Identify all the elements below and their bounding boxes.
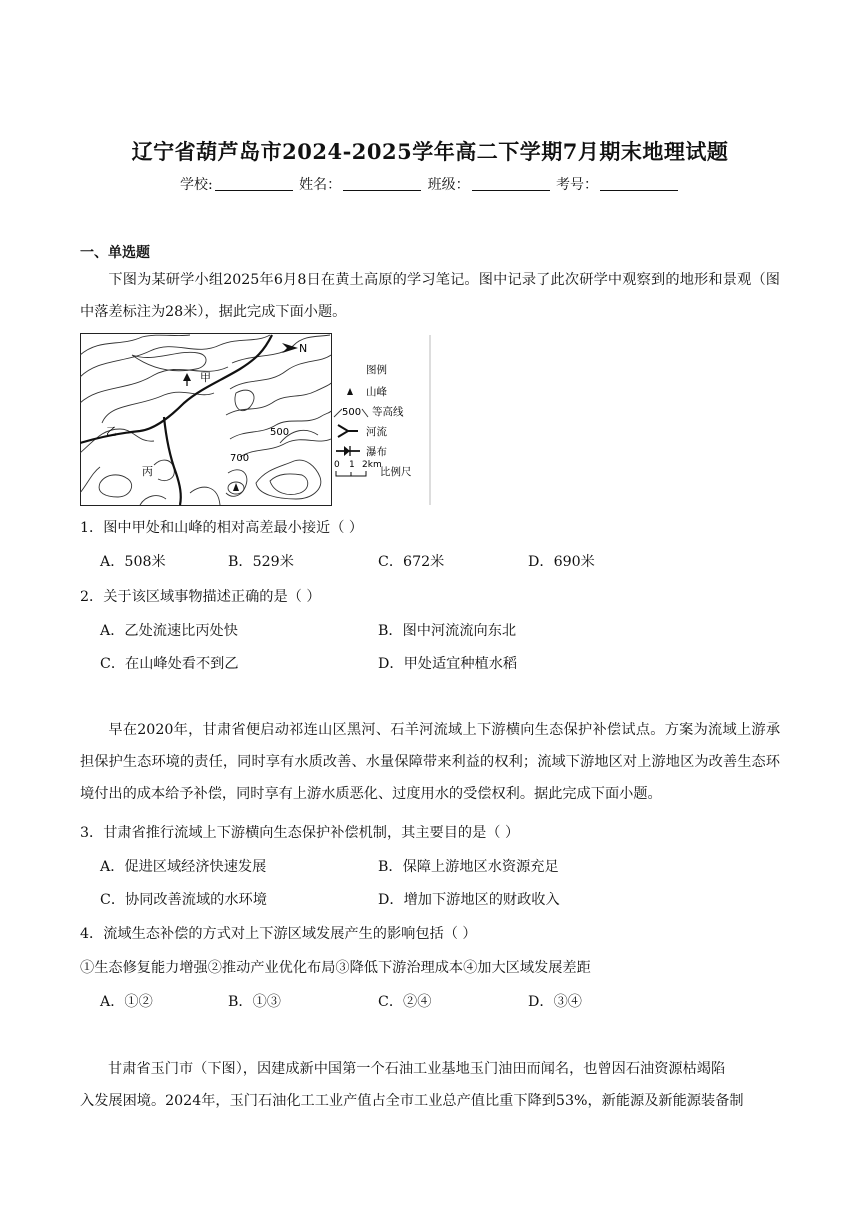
name-label: 姓名：	[299, 177, 342, 193]
scale-tick-1: 1	[349, 460, 355, 470]
exam-title: 辽宁省葫芦岛市2024-2025学年高二下学期7月期末地理试题	[131, 139, 729, 164]
map-legend	[334, 363, 412, 478]
legend-contour: 等高线	[372, 406, 404, 418]
q3-option-a[interactable]: A．促进区域经济快速发展	[100, 859, 267, 875]
scale-tick-2: 2km	[362, 460, 382, 470]
q4-option-b[interactable]: B．①③	[228, 994, 281, 1010]
q3-option-b[interactable]: B．保障上游地区水资源充足	[378, 859, 559, 875]
q1-option-b[interactable]: B．529米	[228, 554, 294, 570]
q4-option-c[interactable]: C．②④	[378, 994, 432, 1010]
north-label: N	[299, 342, 308, 355]
question-3-stem: 3．甘肃省推行流域上下游横向生态保护补偿机制，其主要目的是（ ）	[80, 825, 520, 841]
q4-option-d[interactable]: D．③④	[528, 994, 582, 1010]
q2-option-d[interactable]: D．甲处适宜种植水稻	[378, 656, 518, 672]
passage-3-line-1: 甘肃省玉门市（下图），因建成新中国第一个石油工业基地玉门油田而闻名，也曾因石油资源枯竭陷	[108, 1061, 726, 1077]
legend-peak-icon	[347, 388, 353, 395]
q3-option-c[interactable]: C．协同改善流域的水环境	[100, 892, 267, 908]
label-jia: 甲	[200, 371, 211, 384]
q2-option-c[interactable]: C．在山峰处看不到乙	[100, 656, 239, 672]
name-blank[interactable]	[343, 190, 421, 191]
legend-waterfall: 瀑布	[366, 446, 387, 458]
student-info-line	[0, 174, 860, 194]
school-label: 学校:	[179, 177, 213, 193]
legend-scale: 比例尺	[380, 466, 412, 478]
q2-option-a[interactable]: A．乙处流速比丙处快	[100, 623, 238, 639]
scale-bar	[336, 471, 366, 476]
q1-option-d[interactable]: D．690米	[528, 554, 595, 570]
legend-waterfall-icon	[344, 446, 350, 456]
q3-option-d[interactable]: D．增加下游地区的财政收入	[378, 892, 560, 908]
exam-number-blank[interactable]	[600, 190, 678, 191]
q1-option-a[interactable]: A．508米	[100, 554, 166, 570]
legend-contour-value: 500	[342, 407, 362, 418]
legend-river-icon	[338, 425, 348, 437]
section-heading: 一、单选题	[80, 245, 150, 261]
question-2-stem: 2．关于该区域事物描述正确的是（ ）	[80, 589, 321, 605]
passage-3-line-2: 入发展困境。2024年，玉门石油化工工业产值占全市工业总产值比重下降到53%，新能源及新能源装备制	[80, 1093, 744, 1109]
question-1-stem: 1．图中甲处和山峰的相对高差最小接近（ ）	[80, 520, 364, 536]
legend-peak: 山峰	[366, 386, 387, 398]
question-4-items: ①生态修复能力增强②推动产业优化布局③降低下游治理成本④加大区域发展差距	[80, 960, 591, 976]
question-4-stem: 4．流域生态补偿的方式对上下游区域发展产生的影响包括（ ）	[80, 926, 477, 942]
q2-option-b[interactable]: B．图中河流流向东北	[378, 623, 517, 639]
scale-tick-0: 0	[334, 460, 340, 470]
contour-label-700: 700	[230, 453, 250, 464]
contour-label-500: 500	[270, 427, 290, 438]
passage-2: 早在2020年，甘肃省便启动祁连山区黑河、石羊河流域上下游横向生态保护补偿试点。方案为流域上游承担保护生态环境的责任，同时享有水质改善、水量保障带来利益的权利；流域下游地区对上游地区为改善生态环境付出的成本给予补偿，同时享有上游水质恶化、过度用水的受偿权利。据此完成下面小题。	[80, 722, 780, 802]
q1-option-c[interactable]: C．672米	[378, 554, 445, 570]
passage-1: 下图为某研学小组2025年6月8日在黄土高原的学习笔记。图中记录了此次研学中观察到的地形和景观（图中落差标注为28米），据此完成下面小题。	[80, 272, 780, 320]
topographic-map	[80, 333, 432, 507]
legend-title: 图例	[366, 364, 387, 376]
school-blank[interactable]	[215, 190, 293, 191]
legend-river: 河流	[366, 426, 387, 438]
label-bing: 丙	[142, 465, 153, 478]
class-blank[interactable]	[472, 190, 550, 191]
label-yi: 乙	[106, 425, 117, 438]
class-label: 班级：	[427, 177, 470, 193]
topographic-map-figure	[80, 333, 432, 507]
exam-number-label: 考号：	[556, 177, 599, 193]
q4-option-a[interactable]: A．①②	[100, 994, 153, 1010]
